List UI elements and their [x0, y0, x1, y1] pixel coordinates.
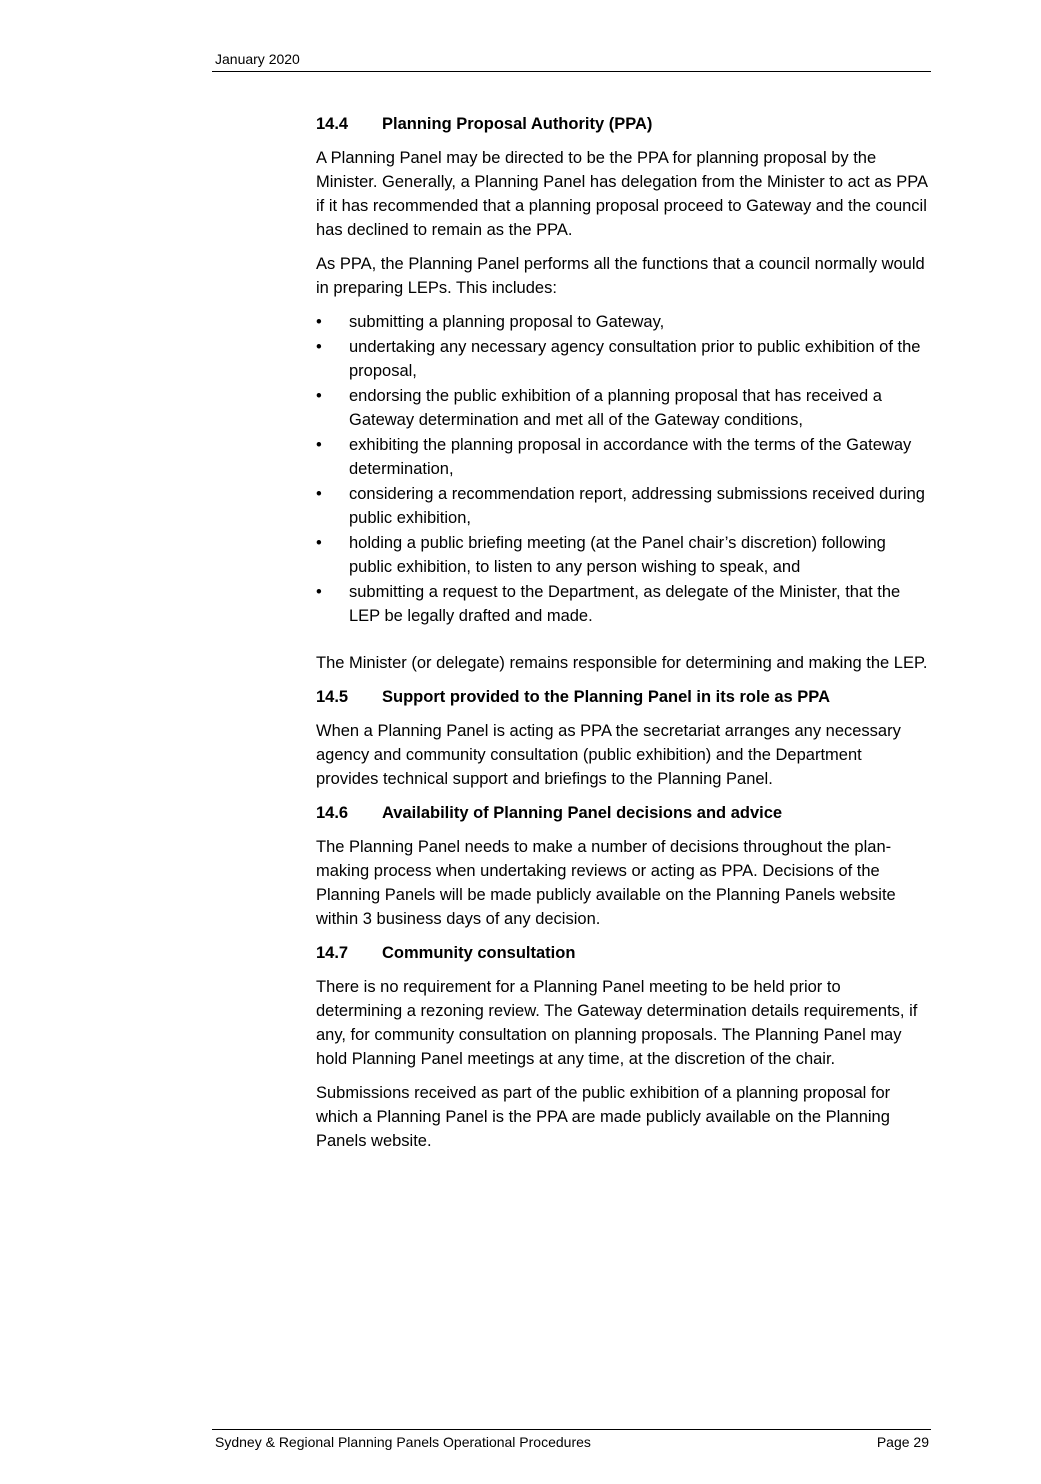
section-heading-14-6 [316, 801, 928, 825]
paragraph: As PPA, the Planning Panel performs all the functions that a council normally would in preparing LEPs. This includes: [316, 255, 925, 297]
paragraph: When a Planning Panel is acting as PPA the secretariat arranges any necessary agency and community consultation (public exhibition) and the Department provides technical support and briefings to the Planning Panel. [316, 722, 901, 788]
paragraph: The Planning Panel needs to make a number of decisions throughout the plan-making process when undertaking reviews or acting as PPA. Decisions of the Planning Panels will be made publicly available on the Planning Panels website within 3 business days of any decision. [316, 838, 896, 928]
paragraph: Submissions received as part of the public exhibition of a planning proposal for which a Planning Panel is the PPA are made publicly available on the Planning Panels website. [316, 1084, 891, 1150]
section-heading-14-7 [316, 941, 928, 965]
list-item: • undertaking any necessary agency consultation prior to public exhibition of the proposal, [316, 335, 928, 383]
list-item: • submitting a request to the Department, as delegate of the Minister, that the LEP be legally drafted and made. [316, 580, 928, 628]
section-heading-14-4 [316, 112, 928, 136]
bullet-icon: • [316, 313, 322, 331]
footer-page-number: Page 29 [876, 1434, 929, 1450]
section-title: Planning Proposal Authority (PPA) [382, 115, 653, 133]
bullet-icon: • [316, 583, 322, 601]
bullet-icon: • [316, 436, 322, 454]
section-number: 14.6 [316, 804, 349, 822]
list-item: • submitting a planning proposal to Gateway, [316, 310, 928, 334]
section-title: Community consultation [382, 944, 576, 962]
bullet-icon: • [316, 338, 322, 356]
section-heading-14-5 [316, 685, 928, 709]
list-item: • considering a recommendation report, addressing submissions received during public exhibition, [316, 482, 928, 530]
bullet-icon: • [316, 534, 322, 552]
page-header [212, 50, 931, 72]
section-number: 14.7 [316, 944, 349, 962]
list-item: • endorsing the public exhibition of a planning proposal that has received a Gateway determination and met all of the Gateway conditions, [316, 384, 928, 432]
functions-list [316, 310, 928, 628]
section-title: Support provided to the Planning Panel in its role as PPA [382, 688, 830, 706]
document-body [316, 112, 928, 1163]
page-footer [212, 1429, 931, 1454]
paragraph: There is no requirement for a Planning Panel meeting to be held prior to determining a rezoning review. The Gateway determination details requirements, if any, for community consultation on planning proposals. The Planning Panel may hold Planning Panel meetings at any time, at the discretion of the chair. [316, 978, 918, 1068]
bullet-icon: • [316, 387, 322, 405]
list-item: • holding a public briefing meeting (at the Panel chair’s discretion) following public exhibition, to listen to any person wishing to speak, and [316, 531, 928, 579]
section-number: 14.5 [316, 688, 349, 706]
paragraph: The Minister (or delegate) remains responsible for determining and making the LEP. [316, 654, 928, 672]
section-number: 14.4 [316, 115, 349, 133]
section-title: Availability of Planning Panel decisions and advice [382, 804, 783, 822]
bullet-icon: • [316, 485, 322, 503]
footer-document-title: Sydney & Regional Planning Panels Operational Procedures [215, 1434, 591, 1450]
paragraph: A Planning Panel may be directed to be the PPA for planning proposal by the Minister. Generally, a Planning Panel has delegation from the Minister to act as PPA if it has recommended that a planning proposal proceed to Gateway and the council has declined to remain as the PPA. [316, 149, 928, 239]
header-date: January 2020 [215, 51, 300, 67]
list-item: • exhibiting the planning proposal in accordance with the terms of the Gateway determination, [316, 433, 928, 481]
